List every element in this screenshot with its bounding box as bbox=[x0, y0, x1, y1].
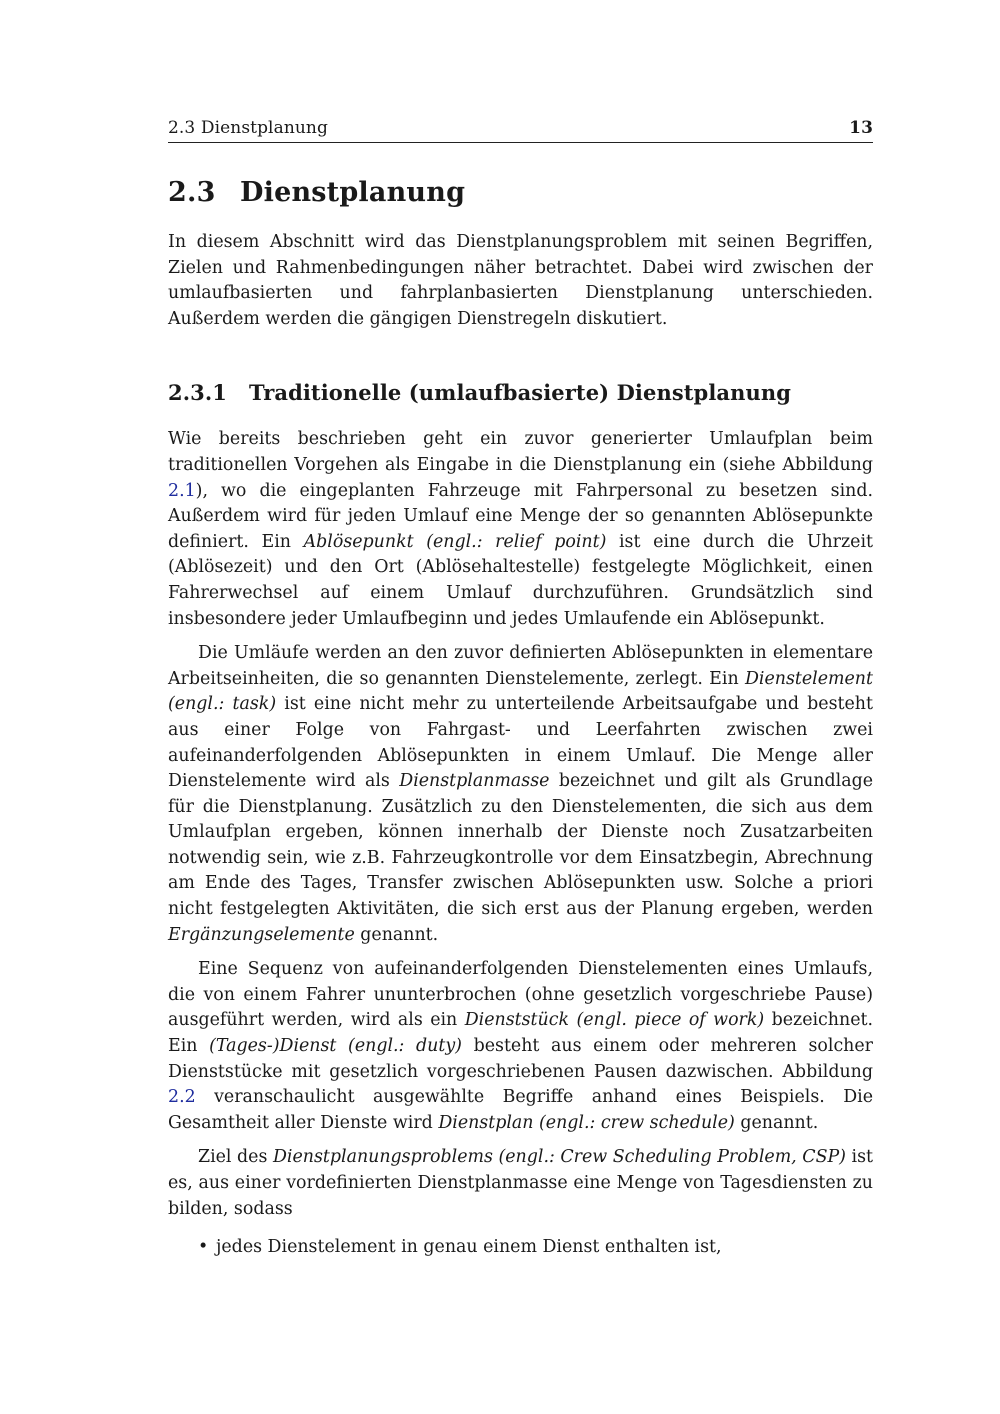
bullet-text: jedes Dienstelement in genau einem Dienst enthalten ist, bbox=[216, 1237, 722, 1258]
term-abloesepunkt: Ablösepunkt (engl.: relief point) bbox=[303, 531, 607, 552]
section-title: Dienstplanung bbox=[240, 177, 466, 208]
term-csp: Dienstplanungsproblems (engl.: Crew Scheduling Problem, CSP) bbox=[272, 1147, 846, 1168]
subsection-number: 2.3.1 bbox=[168, 380, 227, 406]
section-intro-paragraph: In diesem Abschnitt wird das Dienstplanungsproblem mit seinen Begriffen, Zielen und Rahmenbedingungen näher betrachtet. Dabei wird zwischen der umlaufbasierten und fahrplanbasierten Dienstplanung unterschieden. Außerdem werden die gängigen Dienstregeln diskutiert. bbox=[168, 232, 873, 329]
page-number: 13 bbox=[849, 118, 873, 138]
subsection-heading bbox=[168, 380, 873, 405]
term-tagesdienst: (Tages-)Dienst (engl.: duty) bbox=[209, 1036, 462, 1057]
bullet-item bbox=[168, 1235, 873, 1261]
paragraph-4: Ziel des Dienstplanungsproblems (engl.: Crew Scheduling Problem, CSP) ist es, aus einer vordefinierten Dienstplanmasse eine Menge von Tagesdiensten zu bilden, sodass bbox=[168, 1147, 873, 1219]
paragraph-1: Wie bereits beschrieben geht ein zuvor generierter Umlaufplan beim traditionellen Vorgehen als Eingabe in die Dienstplanung ein (siehe Abbildung 2.1), wo die eingeplanten Fahrzeuge mit Fahrpersonal zu besetzen sind. Außerdem wird für jeden Umlauf eine Menge der so genannten Ablösepunkte definiert. Ein Ablösepunkt (engl.: relief point) ist eine durch die Uhrzeit (Ablösezeit) und den Ort (Ablösehaltestelle) festgelegte Möglichkeit, einen Fahrerwechsel auf einem Umlauf durchzuführen. Grundsätzlich sind insbesondere jeder Umlaufbeginn und jedes Umlaufende ein Ablösepunkt. bbox=[168, 429, 873, 629]
term-dienstplan: Dienstplan (engl.: crew schedule) bbox=[438, 1112, 735, 1133]
figure-ref-2-2[interactable]: 2.2 bbox=[168, 1087, 196, 1108]
term-dienstplanmasse: Dienstplanmasse bbox=[399, 771, 550, 792]
figure-ref-2-1[interactable]: 2.1 bbox=[168, 480, 196, 501]
document-page bbox=[168, 118, 873, 1261]
paragraph-2: Die Umläufe werden an den zuvor definierten Ablösepunkten in elementare Arbeitseinheiten, die so genannten Dienstelemente, zerlegt. Ein Dienstelement (engl.: task) ist eine nicht mehr zu unterteilende Arbeitsaufgabe und besteht aus einer Folge von Fahrgast- und Leerfahrten zwischen zwei aufeinanderfolgenden Ablösepunkten in einem Umlauf. Die Menge aller Dienstelemente wird als Dienstplanmasse bezeichnet und gilt als Grundlage für die Dienstplanung. Zusätzlich zu den Dienstelementen, die sich aus dem Umlaufplan ergeben, können innerhalb der Dienste noch Zusatzarbeiten notwendig sein, wie z.B. Fahrzeugkontrolle vor dem Einsatzbegin, Abrechnung am Ende des Tages, Transfer zwischen Ablösepunkten usw. Solche a priori nicht festgelegten Aktivitäten, die sich erst aus der Planung ergeben, werden Ergänzungselemente genannt. bbox=[168, 643, 873, 945]
bullet-marker: • bbox=[198, 1237, 209, 1258]
section-number: 2.3 bbox=[168, 177, 216, 208]
term-ergaenzungselemente: Ergänzungselemente bbox=[168, 924, 355, 945]
running-header bbox=[168, 118, 873, 143]
header-section-title: 2.3 Dienstplanung bbox=[168, 118, 328, 138]
subsection-title: Traditionelle (umlaufbasierte) Dienstplanung bbox=[249, 380, 792, 406]
bullet-list bbox=[168, 1235, 873, 1261]
paragraph-3: Eine Sequenz von aufeinanderfolgenden Dienstelementen eines Umlaufs, die von einem Fahrer ununterbrochen (ohne gesetzlich vorgeschriebe Pause) ausgeführt werden, wird als ein Dienststück (engl. piece of work) bezeichnet. Ein (Tages-)Dienst (engl.: duty) besteht aus einem oder mehreren solcher Dienststücke mit gesetzlich vorgeschriebenen Pausen dazwischen. Abbildung 2.2 veranschaulicht ausgewählte Begriffe anhand eines Beispiels. Die Gesamtheit aller Dienste wird Dienstplan (engl.: crew schedule) genannt. bbox=[168, 959, 873, 1133]
term-dienststueck: Dienststück (engl. piece of work) bbox=[464, 1010, 765, 1031]
term-dienstelement: Dienstelement (engl.: task) bbox=[168, 668, 873, 715]
section-heading bbox=[168, 177, 873, 208]
